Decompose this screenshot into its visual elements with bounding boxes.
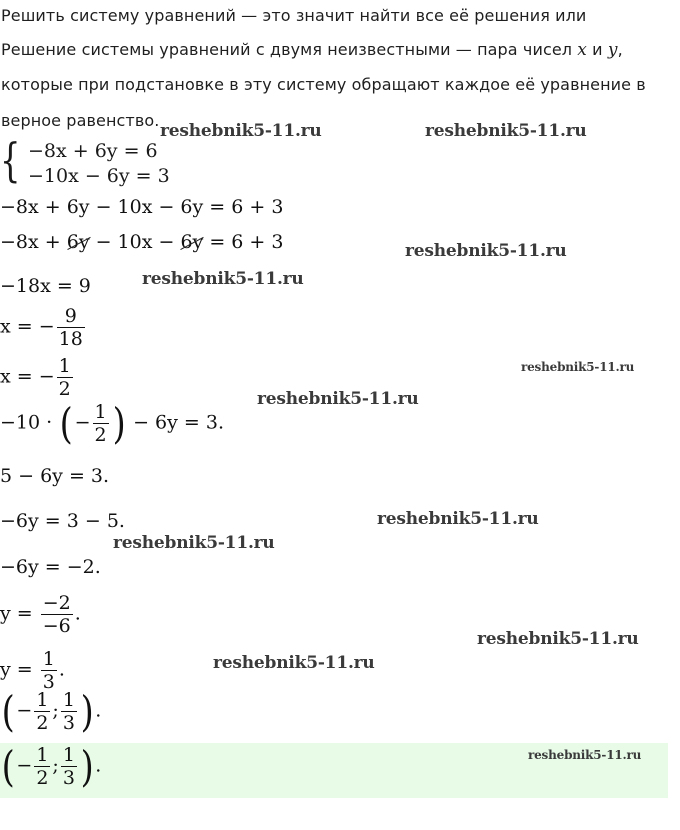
fraction-1-2 bbox=[93, 401, 109, 446]
left-paren: ( bbox=[1, 686, 15, 736]
intro-line-3: которые при подстановке в эту систему обращают каждое её уравнение в bbox=[1, 75, 646, 94]
intro-and: и bbox=[586, 40, 608, 59]
fraction-denominator: 2 bbox=[94, 424, 107, 446]
intro-comma: , bbox=[617, 40, 623, 59]
fraction-numerator: 1 bbox=[36, 689, 49, 711]
watermark: reshebnik5-11.ru bbox=[425, 121, 587, 141]
fraction-1-2 bbox=[57, 355, 73, 400]
fraction-1-2 bbox=[34, 744, 50, 789]
subst-minus: − bbox=[74, 411, 91, 434]
subst-prefix: −10 · bbox=[0, 411, 53, 434]
fraction-denominator: 18 bbox=[58, 328, 83, 350]
fraction-denominator: 3 bbox=[62, 767, 75, 789]
right-paren: ) bbox=[80, 686, 94, 736]
step-x-fraction-1 bbox=[0, 305, 87, 350]
watermark: reshebnik5-11.ru bbox=[528, 748, 642, 762]
cancel-part-c: − 10x − bbox=[89, 231, 181, 253]
fraction-denominator: 2 bbox=[36, 712, 49, 734]
right-paren: ) bbox=[80, 741, 94, 791]
watermark: reshebnik5-11.ru bbox=[405, 241, 567, 261]
watermark: reshebnik5-11.ru bbox=[113, 533, 275, 553]
fraction-numerator: 1 bbox=[62, 744, 75, 766]
fraction-denominator: −6 bbox=[42, 615, 71, 637]
right-paren: ) bbox=[112, 398, 126, 448]
intro-line-2-text: Решение системы уравнений с двумя неизвестными — пара чисел bbox=[1, 40, 578, 59]
watermark: reshebnik5-11.ru bbox=[257, 389, 419, 409]
fraction-denominator: 3 bbox=[42, 671, 55, 693]
step-minus-6y-1: −6y = 3 − 5. bbox=[0, 510, 125, 532]
fraction-numerator: 9 bbox=[64, 305, 77, 327]
answer-separator: ; bbox=[52, 754, 59, 777]
left-paren: ( bbox=[59, 398, 73, 448]
solution-separator: ; bbox=[52, 699, 59, 722]
subst-suffix: − 6y = 3. bbox=[133, 411, 224, 434]
step-y-fraction-1 bbox=[0, 592, 81, 637]
fraction-denominator: 3 bbox=[62, 712, 75, 734]
dot: . bbox=[74, 602, 81, 625]
solution-pair bbox=[0, 686, 102, 736]
dot: . bbox=[58, 658, 65, 681]
watermark: reshebnik5-11.ru bbox=[213, 653, 375, 673]
watermark: reshebnik5-11.ru bbox=[377, 509, 539, 529]
step-5-minus-6y: 5 − 6y = 3. bbox=[0, 465, 110, 487]
fraction-numerator: 1 bbox=[94, 401, 107, 423]
fraction-numerator: −2 bbox=[42, 592, 71, 614]
cancelled-term-1: 6y bbox=[66, 231, 90, 253]
x-eq-prefix-2: x = − bbox=[0, 365, 55, 388]
solution-minus: − bbox=[16, 699, 33, 722]
intro-line-4: верное равенство. bbox=[1, 111, 160, 130]
y-eq-prefix-1: y = bbox=[0, 602, 33, 625]
left-paren: ( bbox=[1, 741, 15, 791]
step-x-fraction-2 bbox=[0, 355, 75, 400]
fraction-numerator: 1 bbox=[36, 744, 49, 766]
var-y: y bbox=[607, 40, 618, 60]
step-minus-6y-2: −6y = −2. bbox=[0, 556, 101, 578]
fraction-denominator: 2 bbox=[36, 767, 49, 789]
cancel-part-e: = 6 + 3 bbox=[203, 231, 284, 253]
fraction-numerator: 1 bbox=[62, 689, 75, 711]
var-x: x bbox=[577, 40, 587, 60]
fraction-denominator: 2 bbox=[58, 378, 71, 400]
watermark: reshebnik5-11.ru bbox=[521, 360, 635, 374]
system-eq-2: −10x − 6y = 3 bbox=[28, 165, 170, 187]
step-sum: −8x + 6y − 10x − 6y = 6 + 3 bbox=[0, 196, 284, 218]
fraction-numerator: 1 bbox=[42, 648, 55, 670]
system-eq-1: −8x + 6y = 6 bbox=[28, 140, 158, 162]
watermark: reshebnik5-11.ru bbox=[477, 629, 639, 649]
fraction-1-2 bbox=[34, 689, 50, 734]
cancelled-term-2: 6y bbox=[180, 231, 204, 253]
fraction-1-3 bbox=[61, 689, 77, 734]
watermark: reshebnik5-11.ru bbox=[160, 121, 322, 141]
fraction-9-18 bbox=[57, 305, 85, 350]
fraction-1-3 bbox=[61, 744, 77, 789]
intro-line-2 bbox=[1, 40, 623, 60]
answer-pair bbox=[0, 741, 102, 791]
dot: . bbox=[95, 699, 102, 722]
step-minus-18x: −18x = 9 bbox=[0, 275, 91, 297]
watermark: reshebnik5-11.ru bbox=[142, 269, 304, 289]
step-cancel bbox=[0, 231, 283, 253]
dot: . bbox=[95, 754, 102, 777]
step-substitution bbox=[0, 398, 224, 448]
y-eq-prefix-2: y = bbox=[0, 658, 33, 681]
system-brace: { bbox=[0, 133, 21, 187]
fraction-numerator: 1 bbox=[58, 355, 71, 377]
fraction-minus2-minus6 bbox=[41, 592, 73, 637]
cancel-part-a: −8x + bbox=[0, 231, 67, 253]
fraction-1-3 bbox=[41, 648, 57, 693]
answer-minus: − bbox=[16, 754, 33, 777]
intro-line-1: Решить систему уравнений — это значит найти все её решения или bbox=[1, 6, 587, 25]
x-eq-prefix-1: x = − bbox=[0, 315, 55, 338]
